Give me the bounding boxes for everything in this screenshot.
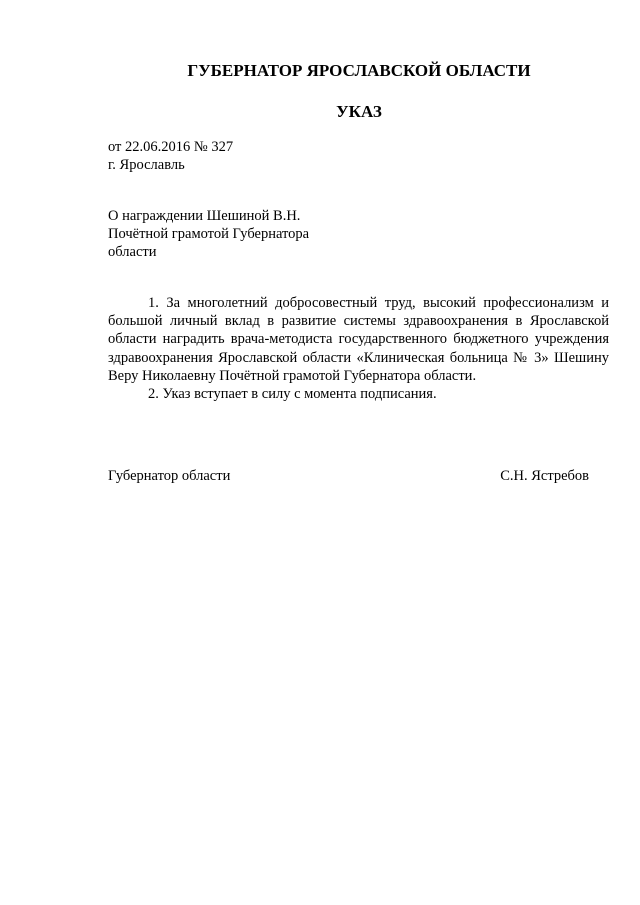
- subject-line: Почётной грамотой Губернатора: [108, 226, 310, 242]
- signatory-name: С.Н. Ястребов: [500, 468, 589, 484]
- document-subject: [108, 207, 368, 261]
- signatory-role: Губернатор области: [108, 468, 231, 484]
- subject-line: О награждении Шешиной В.Н.: [108, 208, 301, 224]
- date-and-number: от 22.06.2016 № 327: [108, 139, 234, 155]
- subject-line: области: [108, 244, 157, 260]
- body-paragraph-1: 1. За многолетний добросовестный труд, высокий профессионализм и большой личный вклад в развитие системы здравоохранения в Ярославской области наградить врача-методиста государственного бюджетного учреждения здравоохранения Ярославской области «Клиническая больница № 3» Шешину Веру Николаевну Почётной грамотой Губернатора области.: [108, 295, 609, 384]
- document-body: [108, 294, 609, 403]
- issuing-authority-heading: ГУБЕРНАТОР ЯРОСЛАВСКОЙ ОБЛАСТИ: [187, 61, 531, 80]
- city-of-issue: г. Ярославль: [108, 157, 185, 173]
- body-paragraph-2: 2. Указ вступает в силу с момента подписания.: [148, 386, 437, 403]
- document-meta: [108, 138, 233, 174]
- document-type-heading: УКАЗ: [336, 102, 382, 121]
